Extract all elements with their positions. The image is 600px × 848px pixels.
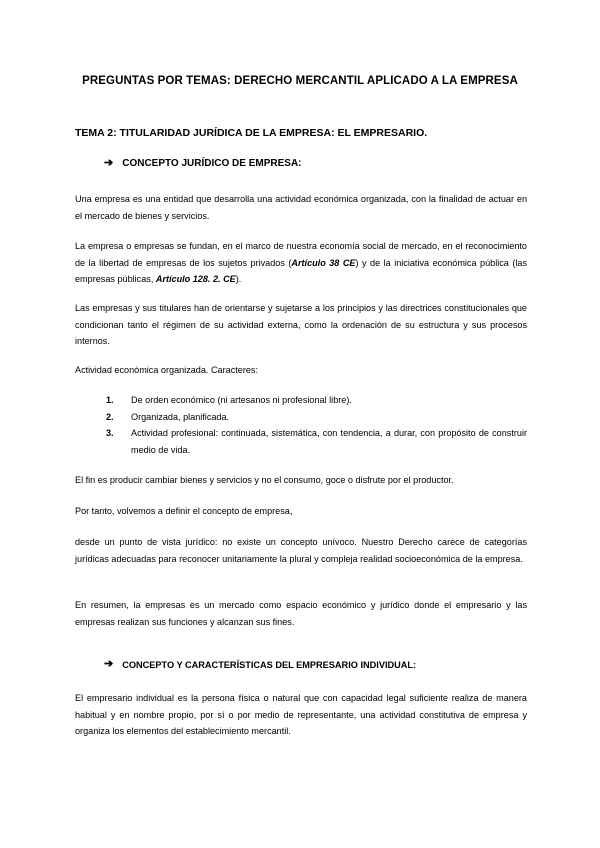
list-item: [106, 409, 527, 426]
paragraph: Las empresas y sus titulares han de orientarse y sujetarse a los principios y las directrices constitucionales que condicionan tanto el régimen de su actividad externa, como la ordenación de su estructura y sus procesos internos.: [75, 303, 527, 346]
paragraph-text: ).: [235, 274, 242, 284]
arrow-right-icon: ➔: [104, 658, 114, 670]
paragraph-text: La empresa o empresas se fundan, en el marco de nuestra economía social de mercado, en el reconocimiento de la libertad de empresas de los sujetos privados (: [75, 241, 527, 268]
list-item-text: De orden económico (ni artesanos ni profesional libre).: [131, 395, 352, 405]
paragraph-text: ) y de la iniciativa económica pública (las empresas públicas,: [75, 257, 527, 284]
list-item: [106, 425, 527, 458]
section-heading-label: CONCEPTO Y CARACTERÍSTICAS DEL EMPRESARIO INDIVIDUAL:: [122, 659, 417, 670]
section-heading-label: CONCEPTO JURÍDICO DE EMPRESA:: [122, 158, 302, 169]
section-heading-concepto-empresa: [104, 158, 302, 169]
topic-title: TEMA 2: TITULARIDAD JURÍDICA DE LA EMPRESA: EL EMPRESARIO.: [75, 127, 428, 139]
characteristics-list: [106, 392, 527, 458]
list-item-text: Actividad profesional: continuada, sistemática, con tendencia, a durar, con propósito de construir medio de vida.: [131, 428, 527, 455]
paragraph: El fin es producir cambiar bienes y servicios y no el consumo, goce o disfrute por el productor.: [75, 475, 454, 485]
list-number: 1.: [106, 395, 114, 405]
legal-reference: Artículo 128. 2. CE: [155, 274, 236, 284]
list-number: 2.: [106, 411, 114, 422]
paragraph: Actividad económica organizada. Caracteres:: [75, 365, 258, 375]
list-item-text: Organizada, planificada.: [131, 411, 230, 422]
paragraph: En resumen, la empresas es un mercado como espacio económico y jurídico donde el empresario y las empresas realizan sus funciones y alcanzan sus fines.: [75, 600, 527, 627]
list-item: [106, 392, 527, 409]
list-number: 3.: [106, 428, 114, 438]
paragraph: desde un punto de vista jurídico: no existe un concepto unívoco. Nuestro Derecho carece de categorías jurídicas adecuadas para reconocer unitariamente la plural y compleja realidad socioeconómica de la empresa.: [75, 537, 527, 564]
document-title: PREGUNTAS POR TEMAS: DERECHO MERCANTIL APLICADO A LA EMPRESA: [82, 75, 518, 87]
paragraph: Una empresa es una entidad que desarrolla una actividad económica organizada, con la finalidad de actuar en el mercado de bienes y servicios.: [75, 194, 527, 221]
section-heading-empresario-individual: [104, 659, 416, 670]
legal-reference: Artículo 38 CE: [291, 257, 356, 268]
paragraph: El empresario individual es la persona física o natural que con capacidad legal suficiente realiza de manera habitual y en nombre propio, por sí o por medio de representante, una actividad constitutiva de empresa y organiza los elementos del establecimiento mercantil.: [75, 693, 527, 736]
paragraph: Por tanto, volvemos a definir el concepto de empresa,: [75, 506, 293, 516]
paragraph-fundamento: [75, 238, 527, 288]
arrow-right-icon: ➔: [104, 157, 114, 169]
